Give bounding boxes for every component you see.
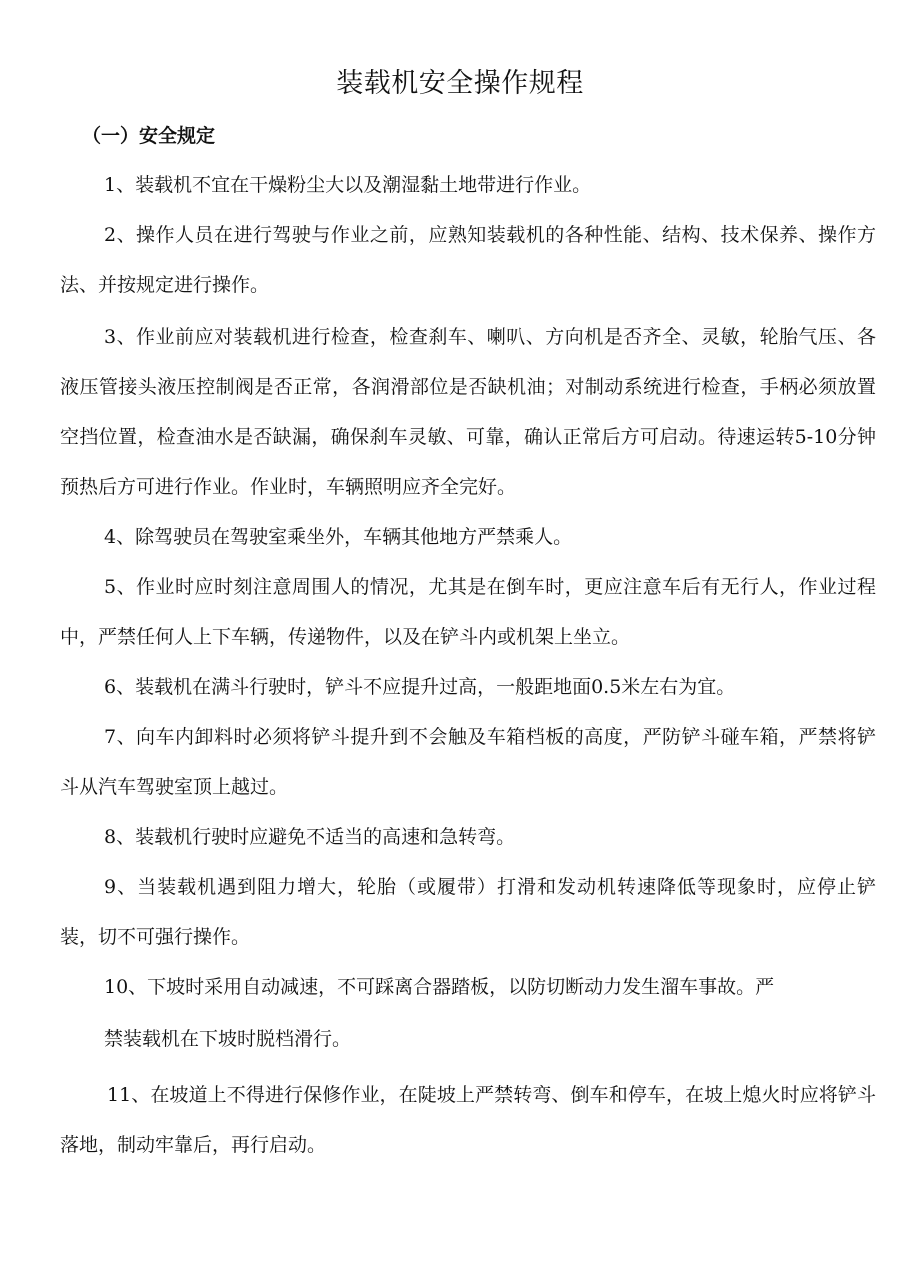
rule-paragraph-2: 2、操作人员在进行驾驶与作业之前，应熟知装载机的各种性能、结构、技术保养、操作方法、并按规定进行操作。 [60,224,876,296]
rule-paragraph-10-line-1: 10、下坡时采用自动减速，不可踩离合器踏板，以防切断动力发生溜车事故。严 [104,976,775,998]
rule-paragraph-9: 9、当装载机遇到阻力增大，轮胎（或履带）打滑和发动机转速降低等现象时，应停止铲装，切不可强行操作。 [60,876,876,948]
rule-paragraph-4: 4、除驾驶员在驾驶室乘坐外，车辆其他地方严禁乘人。 [104,526,573,548]
document-title: 装载机安全操作规程 [336,68,584,99]
rule-paragraph-10-line-2: 禁装载机在下坡时脱档滑行。 [104,1028,352,1050]
rule-paragraph-5: 5、作业时应时刻注意周围人的情况，尤其是在倒车时，更应注意车后有无行人，作业过程中，严禁任何人上下车辆，传递物件，以及在铲斗内或机架上坐立。 [60,576,876,648]
section-heading: （一）安全规定 [82,125,216,147]
rule-paragraph-7: 7、向车内卸料时必须将铲斗提升到不会触及车箱档板的高度，严防铲斗碰车箱，严禁将铲斗从汽车驾驶室顶上越过。 [60,726,876,798]
rule-paragraph-1: 1、装载机不宜在干燥粉尘大以及潮湿黏土地带进行作业。 [104,174,592,196]
rule-paragraph-6: 6、装载机在满斗行驶时，铲斗不应提升过高，一般距地面0.5米左右为宜。 [104,676,736,698]
rule-paragraph-11: 11、在坡道上不得进行保修作业，在陡坡上严禁转弯、倒车和停车，在坡上熄火时应将铲斗落地，制动牢靠后，再行启动。 [60,1084,876,1156]
rule-paragraph-3: 3、作业前应对装载机进行检查，检查刹车、喇叭、方向机是否齐全、灵敏，轮胎气压、各液压管接头液压控制阀是否正常，各润滑部位是否缺机油；对制动系统进行检查，手柄必须放置空挡位置，检查油水是否缺漏，确保刹车灵敏、可靠，确认正常后方可启动。待速运转5-10分钟预热后方可进行作业。作业时，车辆照明应齐全完好。 [60,326,876,498]
rule-paragraph-8: 8、装载机行驶时应避免不适当的高速和急转弯。 [104,826,516,848]
